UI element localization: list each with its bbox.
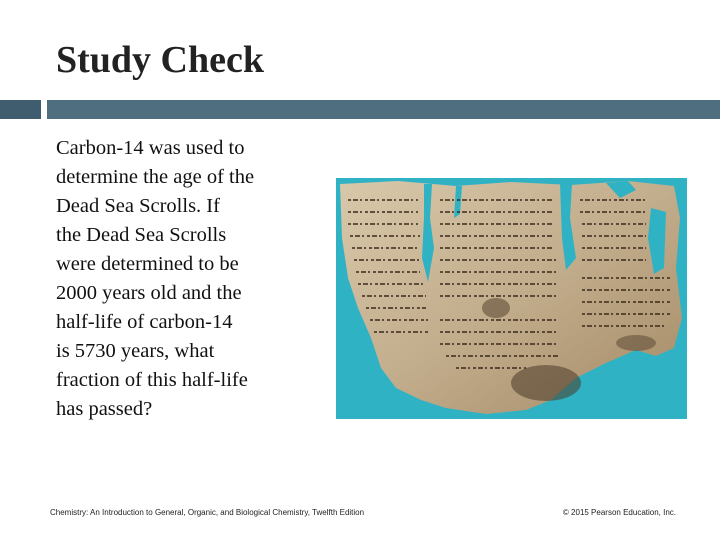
slide-title: Study Check [56,39,264,81]
question-text [56,134,306,424]
question-line: Dead Sea Scrolls. If [56,195,220,217]
question-line: the Dead Sea Scrolls [56,224,227,246]
scroll-illustration [336,178,687,419]
dead-sea-scroll-photo [336,178,687,419]
footer-copyright: © 2015 Pearson Education, Inc. [562,508,676,517]
footer-citation: Chemistry: An Introduction to General, Organic, and Biological Chemistry, Twelfth Edition [50,508,365,517]
title-accent-bar [47,100,720,119]
question-line: has passed? [56,398,153,420]
question-line: 2000 years old and the [56,282,242,304]
question-line: Carbon-14 was used to [56,137,245,159]
question-line: were determined to be [56,253,239,275]
scroll-stain [511,365,581,401]
question-line: half-life of carbon-14 [56,311,233,333]
question-line: is 5730 years, what [56,340,215,362]
scroll-stain [482,298,510,318]
title-accent-square [0,100,41,119]
question-line: fraction of this half-life [56,369,248,391]
scroll-stain [616,335,656,351]
question-line: determine the age of the [56,166,255,188]
